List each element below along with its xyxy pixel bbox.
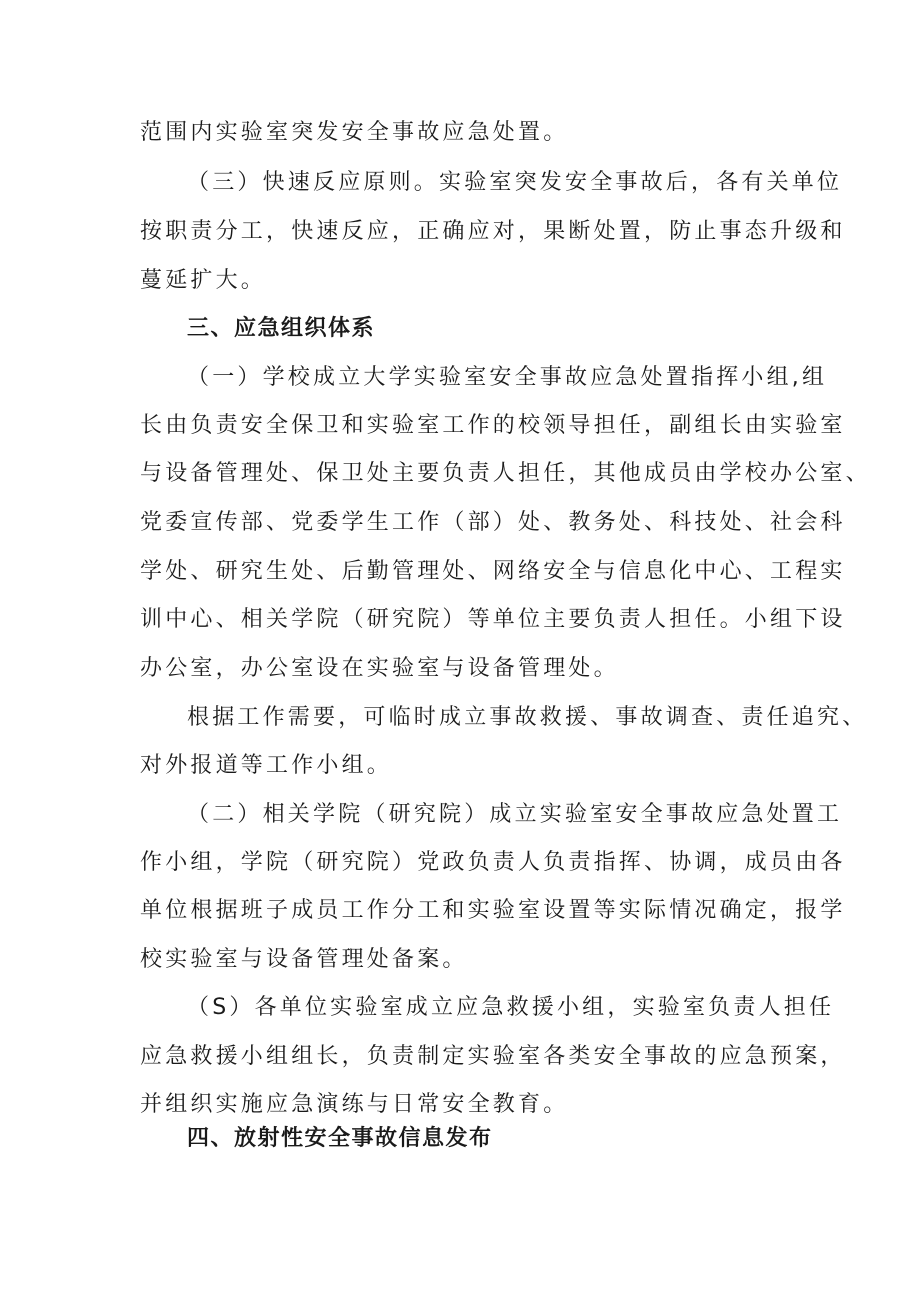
para-3-line-6: 训中心、相关学院（研究院）等单位主要负责人担任。小组下设 bbox=[140, 607, 846, 632]
para-5-line-1: （二）相关学院（研究院）成立实验室安全事故应急处置工 bbox=[187, 802, 843, 827]
para-4-line-1: 根据工作需要，可临时成立事故救援、事故调查、责任追究、 bbox=[187, 705, 868, 730]
section-heading-3: 三、应急组织体系 bbox=[187, 316, 376, 341]
para-2-line-2: 按职责分工，快速反应，正确应对，果断处置，防止事态升级和 bbox=[140, 219, 846, 244]
para-5-line-2: 作小组，学院（研究院）党政负责人负责指挥、协调，成员由各 bbox=[140, 850, 846, 875]
para-6-line-3: 并组织实施应急演练与日常安全教育。 bbox=[140, 1092, 569, 1117]
section-heading-4: 四、放射性安全事故信息发布 bbox=[187, 1126, 493, 1151]
para-6-line-1: （S）各单位实验室成立应急救援小组，实验室负责人担任 bbox=[187, 995, 835, 1020]
para-1-line-1: 范围内实验室突发安全事故应急处置。 bbox=[140, 120, 569, 145]
para-5-line-3: 单位根据班子成员工作分工和实验室设置等实际情况确定，报学 bbox=[140, 898, 846, 923]
para-3-line-5: 学处、研究生处、后勤管理处、网络安全与信息化中心、工程实 bbox=[140, 559, 846, 584]
para-3-line-2: 长由负责安全保卫和实验室工作的校领导担任，副组长由实验室 bbox=[140, 413, 846, 438]
para-2-line-1: （三）快速反应原则。实验室突发安全事故后，各有关单位 bbox=[187, 170, 843, 195]
para-5-line-4: 校实验室与设备管理处备案。 bbox=[140, 947, 468, 972]
para-3-line-1: （一）学校成立大学实验室安全事故应急处置指挥小组,组 bbox=[187, 365, 828, 390]
para-3-line-4: 党委宣传部、党委学生工作（部）处、教务处、科技处、社会科 bbox=[140, 510, 846, 535]
para-3-line-3: 与设备管理处、保卫处主要负责人担任，其他成员由学校办公室、 bbox=[140, 461, 871, 486]
para-6-line-2: 应急救援小组组长，负责制定实验室各类安全事故的应急预案， bbox=[140, 1044, 846, 1069]
para-2-line-3: 蔓延扩大。 bbox=[140, 268, 267, 293]
para-3-line-7: 办公室，办公室设在实验室与设备管理处。 bbox=[140, 656, 619, 681]
para-4-line-2: 对外报道等工作小组。 bbox=[140, 753, 393, 778]
